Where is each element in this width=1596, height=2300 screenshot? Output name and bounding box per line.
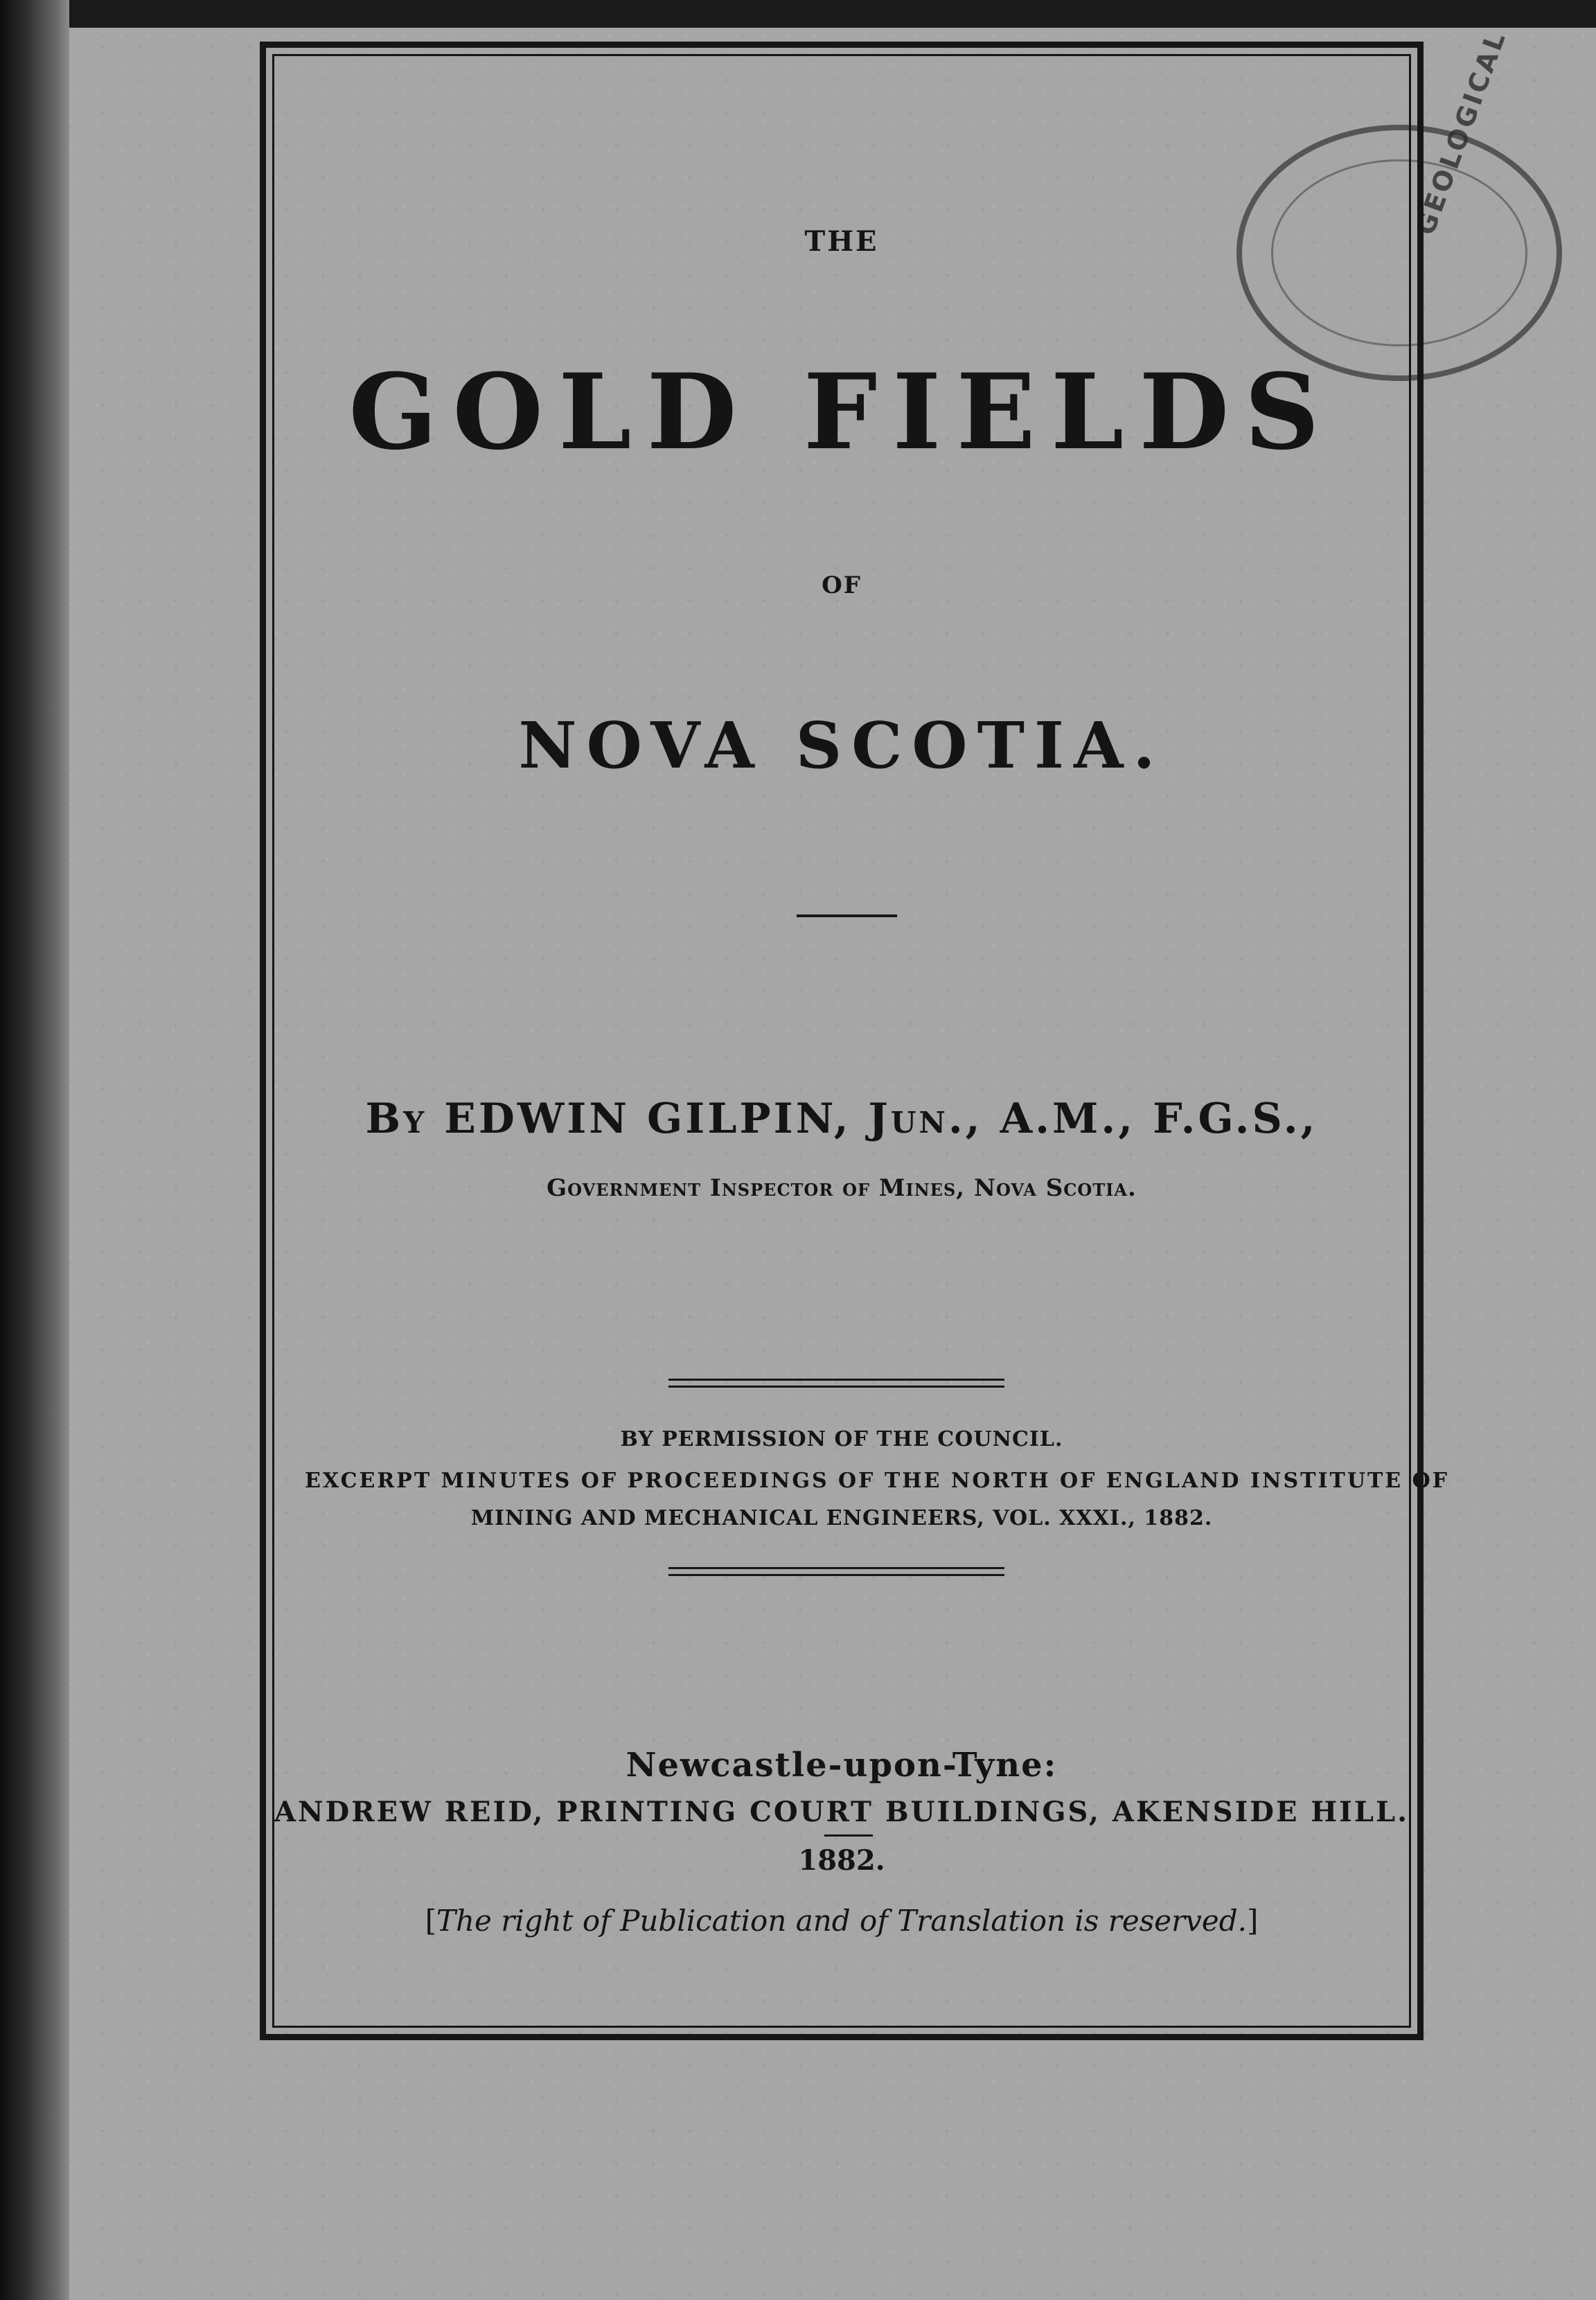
author-position: Government Inspector of Mines, Nova Scotia. xyxy=(547,1174,1137,1202)
rights-notice xyxy=(260,1904,1424,1938)
rights-bracket-close: ] xyxy=(1247,1904,1259,1938)
double-rule-top-1 xyxy=(668,1379,1004,1381)
subtitle-place: NOVA SCOTIA. xyxy=(518,708,1165,783)
rights-text: The right of Publication and of Translation is reserved. xyxy=(436,1904,1248,1938)
double-rule-bottom-2 xyxy=(668,1574,1004,1576)
library-stamp-text: GEOLOGICAL xyxy=(1410,26,1512,240)
excerpt-line-1: EXCERPT MINUTES OF PROCEEDINGS OF THE NORTH OF ENGLAND INSTITUTE OF xyxy=(305,1469,1450,1493)
year-rule xyxy=(824,1834,873,1837)
binding-spine xyxy=(0,0,69,2300)
title-preposition: OF xyxy=(822,572,862,599)
double-rule-top-2 xyxy=(668,1386,1004,1388)
printer-line: ANDREW REID, PRINTING COURT BUILDINGS, AKENSIDE HILL. xyxy=(274,1796,1410,1828)
permission-note: BY PERMISSION OF THE COUNCIL. xyxy=(620,1427,1063,1451)
title-article: THE xyxy=(804,225,879,258)
publication-city: Newcastle-upon-Tyne: xyxy=(626,1746,1058,1785)
inner-border-frame xyxy=(272,54,1450,2028)
excerpt-line-2: MINING AND MECHANICAL ENGINEERS, VOL. XXXI., 1882. xyxy=(470,1506,1213,1530)
main-title: GOLD FIELDS xyxy=(348,351,1335,473)
publication-year: 1882. xyxy=(798,1844,885,1877)
rights-bracket-open: [ xyxy=(425,1904,436,1938)
short-divider xyxy=(797,914,897,917)
double-rule-bottom-1 xyxy=(668,1567,1004,1569)
author-line: By EDWIN GILPIN, Jun., A.M., F.G.S., xyxy=(365,1095,1318,1143)
